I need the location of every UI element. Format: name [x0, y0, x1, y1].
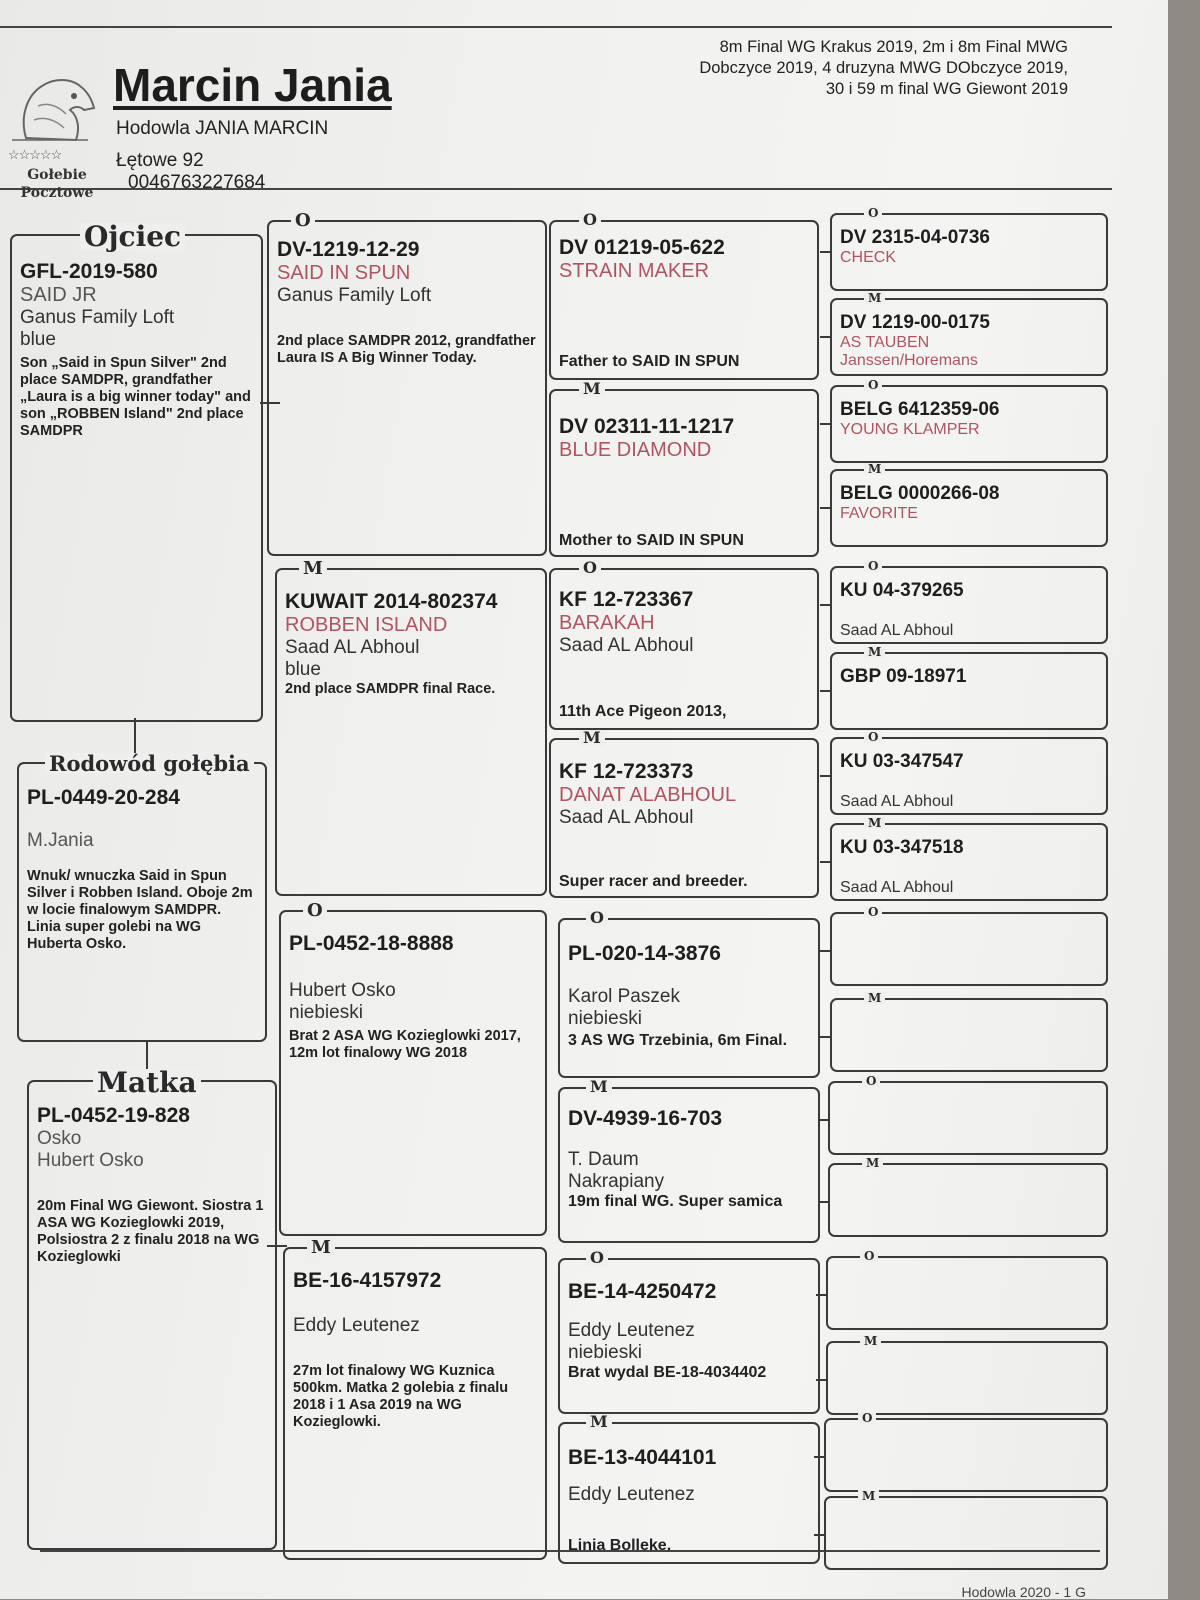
gen4-card-6 — [830, 730, 1108, 815]
breeder-title: Marcin Jania — [113, 59, 392, 111]
sex-label-m: M — [579, 381, 605, 397]
gen2-ring: KUWAIT 2014-802374 — [285, 590, 498, 613]
gen3-color: Nakrapiany — [568, 1171, 665, 1192]
gen4-card-2 — [830, 378, 1108, 463]
loft-phone: 0046763227684 — [128, 172, 266, 193]
gen3-owner: Saad AL Abhoul — [559, 807, 694, 828]
mother-name: Osko — [37, 1128, 82, 1149]
gen3-owner: Eddy Leutenez — [568, 1320, 695, 1341]
connector — [816, 1379, 826, 1381]
loft-address: Łętowe 92 — [116, 150, 204, 171]
gen3-card-5 — [558, 1077, 820, 1243]
gen3-owner: T. Daum — [568, 1149, 639, 1170]
gen4-card-14 — [824, 1411, 1108, 1492]
gen2-card-0 — [267, 210, 547, 556]
father-card — [10, 220, 263, 722]
sex-label-m: M — [299, 560, 327, 578]
gen3-ring: DV-4939-16-703 — [568, 1107, 723, 1130]
mother-label: Matka — [93, 1069, 201, 1097]
sex-label-m: M — [307, 1239, 335, 1257]
top-rule — [0, 26, 1112, 28]
connector — [820, 690, 830, 692]
gen2-note: 27m lot finalowy WG Kuznica 500km. Matka 2 golebia z finalu 2018 i 1 Asa 2019 na WG Kozieglowki. — [293, 1363, 509, 1430]
gen3-card-6 — [558, 1248, 820, 1414]
gen4-owner: Saad AL Abhoul — [840, 879, 954, 896]
gen4-card-12 — [826, 1249, 1108, 1330]
achievements: 8m Final WG Krakus 2019, 2m i 8m Final MWG Dobczyce 2019, 4 druzyna MWG DObczyce 2019, 30 i 59 m final WG Giewont 2019 — [699, 38, 1068, 98]
sex-label-o: O — [864, 560, 882, 572]
gen3-owner: Karol Paszek — [568, 986, 680, 1007]
rating-stars: ☆☆☆☆☆ — [8, 148, 62, 163]
connector — [820, 775, 830, 777]
gen4-ring: BELG 0000266-08 — [840, 483, 1000, 504]
connector — [816, 1294, 826, 1296]
gen3-color: niebieski — [568, 1008, 642, 1029]
sex-label-o: O — [579, 212, 601, 228]
gen3-note: 3 AS WG Trzebinia, 6m Final. — [568, 1032, 788, 1049]
gen4-name: YOUNG KLAMPER — [840, 421, 980, 438]
connector — [820, 507, 830, 509]
connector — [820, 604, 830, 606]
sex-label-m: M — [864, 292, 885, 304]
sex-label-o: O — [864, 906, 882, 918]
connector — [820, 1036, 830, 1038]
sex-label-o: O — [864, 731, 882, 743]
sex-label-o: O — [860, 1250, 878, 1262]
gen3-ring: BE-14-4250472 — [568, 1280, 717, 1303]
gen2-note: Brat 2 ASA WG Kozieglowki 2017, 12m lot finalowy WG 2018 — [289, 1028, 521, 1061]
gen3-ring: PL-020-14-3876 — [568, 942, 721, 965]
gen4-card-9 — [830, 991, 1108, 1072]
gen3-card-0 — [549, 210, 819, 380]
gen2-name: ROBBEN ISLAND — [285, 614, 448, 636]
connector — [820, 336, 830, 338]
gen4-card-3 — [830, 462, 1108, 547]
sex-label-m: M — [864, 992, 885, 1004]
mother-card — [27, 1066, 277, 1550]
sex-label-o: O — [586, 1250, 608, 1266]
pigeon-ring: PL-0449-20-284 — [27, 786, 180, 809]
pedigree-label: Rodowód gołębia — [45, 753, 254, 774]
gen2-color: blue — [285, 659, 321, 680]
gen3-card-4 — [558, 908, 820, 1078]
footer-text: Hodowla 2020 - 1 G — [961, 1584, 1086, 1600]
gen4-owner: Saad AL Abhoul — [840, 622, 954, 639]
gen2-note: 2nd place SAMDPR 2012, grandfather Laura IS A Big Winner Today. — [277, 333, 536, 366]
gen3-ring: DV 02311-11-1217 — [559, 415, 735, 438]
gen4-name: AS TAUBEN — [840, 334, 930, 351]
gen3-ring: KF 12-723367 — [559, 588, 694, 611]
gen4-ring: GBP 09-18971 — [840, 666, 967, 687]
father-color: blue — [20, 329, 56, 350]
gen3-name: DANAT ALABHOUL — [559, 784, 737, 806]
sex-label-m: M — [864, 463, 885, 475]
connector — [814, 1456, 824, 1458]
sex-label-m: M — [579, 730, 605, 746]
gen3-card-2 — [549, 558, 819, 730]
gen3-ring: DV 01219-05-622 — [559, 236, 725, 259]
connector — [820, 950, 830, 952]
gen3-owner: Eddy Leutenez — [568, 1484, 695, 1505]
logo-text: Gołebie Pocztowe — [20, 167, 94, 201]
gen3-note: 11th Ace Pigeon 2013, — [559, 703, 727, 720]
connector — [134, 718, 136, 754]
gen2-ring: BE-16-4157972 — [293, 1269, 442, 1292]
gen3-name: STRAIN MAKER — [559, 260, 710, 282]
gen3-name: BARAKAH — [559, 612, 655, 634]
gen3-note: Super racer and breeder. — [559, 873, 748, 890]
gen4-card-0 — [830, 206, 1108, 291]
gen4-card-5 — [830, 645, 1108, 730]
connector — [820, 861, 830, 863]
gen3-name: BLUE DIAMOND — [559, 439, 712, 461]
gen3-card-3 — [549, 728, 819, 898]
gen2-ring: DV-1219-12-29 — [277, 238, 420, 261]
connector — [820, 251, 830, 253]
father-note: Son „Said in Spun Silver" 2nd place SAMDPR, grandfather „Laura is a big winner today" and son „ROBBEN Island" 2nd place SAMDPR — [20, 355, 251, 439]
gen4-ring: DV 1219-00-0175 — [840, 312, 990, 333]
father-owner: Ganus Family Loft — [20, 307, 175, 328]
gen4-card-1 — [830, 291, 1108, 376]
pigeon-card — [17, 751, 267, 1042]
gen4-name: CHECK — [840, 249, 897, 266]
father-name: SAID JR — [20, 284, 97, 306]
sex-label-m: M — [864, 646, 885, 658]
gen4-ring: DV 2315-04-0736 — [840, 227, 990, 248]
sex-label-m: M — [858, 1490, 879, 1502]
gen3-color: niebieski — [568, 1342, 642, 1363]
gen4-owner: Saad AL Abhoul — [840, 793, 954, 810]
gen2-ring: PL-0452-18-8888 — [289, 932, 454, 955]
gen3-note: 19m final WG. Super samica — [568, 1193, 783, 1210]
gen4-ring: BELG 6412359-06 — [840, 399, 1000, 420]
sex-label-o: O — [291, 212, 315, 230]
father-label: Ojciec — [80, 223, 185, 251]
connector — [820, 423, 830, 425]
pigeon-note: Wnuk/ wnuczka Said in Spun Silver i Robben Island. Oboje 2m w locie finalowym SAMDPR. Linia super golebi na WG Huberta Osko. — [27, 868, 253, 952]
gen4-ring: KU 03-347547 — [840, 751, 964, 772]
mother-note: 20m Final WG Giewont. Siostra 1 ASA WG Kozieglowki 2019, Polsiostra 2 z finalu 2018 na WG Kozieglowki — [37, 1198, 264, 1265]
sex-label-m: M — [586, 1079, 612, 1095]
sex-label-m: M — [862, 1157, 883, 1169]
gen2-card-3 — [283, 1237, 547, 1560]
gen2-card-1 — [275, 558, 547, 896]
sex-label-o: O — [303, 902, 327, 920]
connector — [818, 1119, 828, 1121]
sex-label-o: O — [864, 207, 882, 219]
sex-label-o: O — [579, 560, 601, 576]
sex-label-o: O — [864, 379, 882, 391]
gen2-name: SAID IN SPUN — [277, 262, 411, 284]
sex-label-o: O — [862, 1075, 880, 1087]
gen2-owner: Hubert Osko — [289, 980, 396, 1001]
gen3-owner: Saad AL Abhoul — [559, 635, 694, 656]
gen2-color: niebieski — [289, 1002, 363, 1023]
gen3-ring: KF 12-723373 — [559, 760, 694, 783]
gen3-note: Brat wydal BE-18-4034402 — [568, 1364, 767, 1381]
gen4-card-15 — [824, 1489, 1108, 1570]
gen4-owner: Janssen/Horemans — [840, 352, 978, 369]
gen2-note: 2nd place SAMDPR final Race. — [285, 681, 496, 697]
mother-ring: PL-0452-19-828 — [37, 1104, 190, 1127]
pigeon-owner: M.Jania — [27, 830, 94, 851]
father-ring: GFL-2019-580 — [20, 260, 158, 283]
gen2-owner: Ganus Family Loft — [277, 285, 432, 306]
gen4-card-10 — [828, 1074, 1108, 1155]
gen4-ring: KU 04-379265 — [840, 580, 964, 601]
gen3-note: Mother to SAID IN SPUN — [559, 532, 744, 549]
gen4-card-13 — [826, 1334, 1108, 1415]
sex-label-m: M — [864, 817, 885, 829]
connector — [818, 1201, 828, 1203]
gen2-owner: Eddy Leutenez — [293, 1315, 420, 1336]
mother-owner: Hubert Osko — [37, 1150, 144, 1171]
gen4-card-8 — [830, 905, 1108, 986]
pigeon-head-icon — [8, 66, 98, 146]
gen4-card-11 — [828, 1156, 1108, 1237]
sex-label-o: O — [586, 910, 608, 926]
gen3-card-1 — [549, 379, 819, 557]
gen2-owner: Saad AL Abhoul — [285, 637, 420, 658]
gen2-card-2 — [279, 900, 547, 1236]
connector — [814, 1534, 824, 1536]
gen4-card-4 — [830, 559, 1108, 644]
gen3-card-7 — [558, 1412, 820, 1564]
sex-label-m: M — [860, 1335, 881, 1347]
gen4-ring: KU 03-347518 — [840, 837, 964, 858]
gen3-note: Father to SAID IN SPUN — [559, 353, 740, 370]
gen3-note: Linia Bolleke. — [568, 1537, 672, 1554]
loft-name: Hodowla JANIA MARCIN — [116, 118, 329, 139]
gen4-name: FAVORITE — [840, 505, 918, 522]
loft-logo — [8, 66, 106, 206]
sex-label-o: O — [858, 1412, 876, 1424]
gen3-ring: BE-13-4044101 — [568, 1446, 717, 1469]
sex-label-m: M — [586, 1414, 612, 1430]
gen4-card-7 — [830, 816, 1108, 901]
